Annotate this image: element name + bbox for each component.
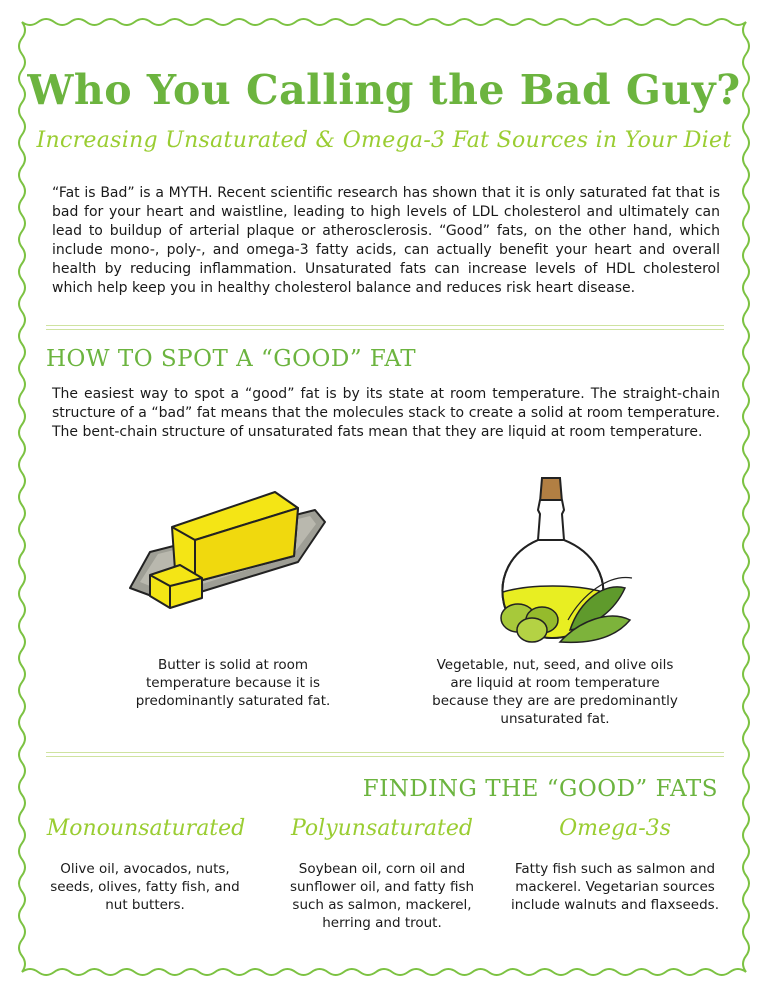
oil-caption: Vegetable, nut, seed, and olive oils are liquid at room temperature because they are are predominantly unsaturated fat. [432,657,678,727]
spot-paragraph: The easiest way to spot a “good” fat is by its state at room temperature. The straight-chain structure of a “bad” fat means that the molecules stack to create a solid at room temperature. The bent-chain structure of unsaturated fats mean that they are liquid at room temperature. [52,386,720,440]
column-text-monounsaturated: Olive oil, avocados, nuts, seeds, olives, fatty fish, and nut butters. [50,861,240,913]
column-title-polyunsaturated: Polyunsaturated [291,816,473,841]
section-heading-spot: HOW TO SPOT A “GOOD” FAT [46,346,417,372]
divider [46,325,724,326]
column-text-omega3: Fatty fish such as salmon and mackerel. Vegetarian sources include walnuts and flaxseeds. [511,861,719,913]
column-title-monounsaturated: Monounsaturated [46,816,246,841]
column-title-omega3: Omega-3s [559,816,671,841]
page-title: Who You Calling the Bad Guy? [27,66,741,114]
butter-caption: Butter is solid at room temperature because it is predominantly saturated fat. [135,657,331,709]
intro-paragraph: “Fat is Bad” is a MYTH. Recent scientific research has shown that it is only saturated fat that is bad for your heart and waistline, leading to high levels of LDL cholesterol and ultimately can lead to buildup of arterial plaque or atherosclerosis. “Good” fats, on the other hand, which include mono-, poly-, and omega-3 fatty acids, can actually benefit your heart and overall health by reducing inflammation. Unsaturated fats can increase levels of HDL cholesterol which help keep you in healthy cholesterol balance and reduces risk heart disease. [52,185,720,296]
divider [46,752,724,753]
column-text-polyunsaturated: Soybean oil, corn oil and sunflower oil, and fatty fish such as salmon, mackerel, herring and trout. [289,861,475,931]
oil-bottle-illustration-icon [490,470,640,650]
section-heading-finding: FINDING THE “GOOD” FATS [362,776,718,802]
butter-illustration-icon [110,470,360,650]
page-subtitle: Increasing Unsaturated & Omega-3 Fat Sources in Your Diet [36,128,732,153]
